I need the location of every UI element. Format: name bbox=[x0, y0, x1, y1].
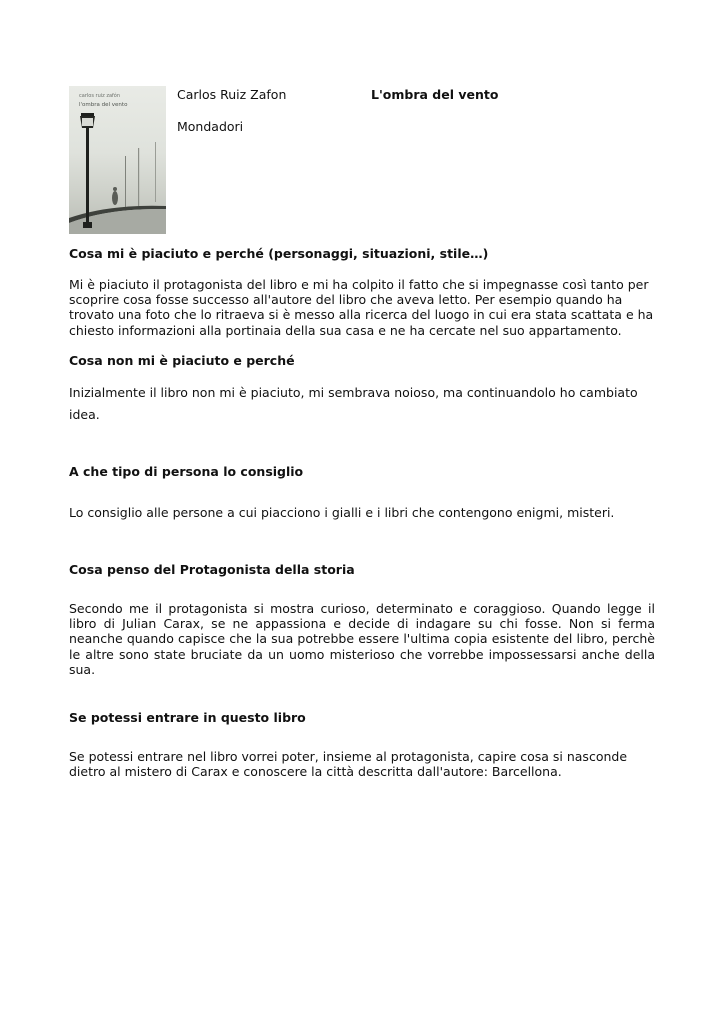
text-line: Lo consiglio alle persone a cui piacciono i gialli e i libri che contengono enigmi, misteri. bbox=[69, 505, 615, 520]
book-title: L'ombra del vento bbox=[371, 87, 499, 102]
cover-street bbox=[69, 209, 166, 234]
cover-figure-head bbox=[113, 187, 117, 191]
section-heading-disliked: Cosa non mi è piaciuto e perché bbox=[69, 353, 295, 368]
cover-title-text: l'ombra del vento bbox=[79, 102, 128, 108]
text-line: Se potessi entrare nel libro vorrei poter, insieme al protagonista, capire cosa si nasconde bbox=[69, 749, 628, 764]
text-line: Inizialmente il libro non mi è piaciuto, mi sembrava noioso, ma continuandolo ho cambiato bbox=[69, 385, 638, 400]
section-text-protagonist: Secondo me il protagonista si mostra curioso, determinato e coraggioso. Quando legge il libro di Julian Carax, se ne appassiona e decide di indagare su chi fosse. Non si ferma neanche quando capisce che la sua potrebbe essere l'ultima copia esistente del libro, perchè le altre sono state bruciate da un uomo misterioso che vorrebbe impossessarsi anche della sua. bbox=[69, 601, 655, 677]
section-heading-liked: Cosa mi è piaciuto e perché (personaggi, situazioni, stile…) bbox=[69, 246, 489, 261]
text-line: trovato una foto che lo ritraeva si è messo alla ricerca del luogo in cui era stata scattata e ha bbox=[69, 307, 654, 323]
section-heading-recommend: A che tipo di persona lo consiglio bbox=[69, 464, 304, 479]
cover-lamp-post bbox=[86, 128, 89, 228]
text-line: scoprire cosa fosse successo all'autore del libro che aveva letto. Per esempio quando ha bbox=[69, 292, 623, 308]
text-line: Mi è piaciuto il protagonista del libro e mi ha colpito il fatto che si impegnasse così tanto per bbox=[69, 277, 649, 292]
text-line: idea. bbox=[69, 407, 100, 422]
author-name: Carlos Ruiz Zafon bbox=[177, 87, 287, 102]
section-text-enter-book bbox=[69, 749, 669, 779]
section-heading-protagonist: Cosa penso del Protagonista della storia bbox=[69, 562, 355, 577]
cover-figure bbox=[112, 191, 118, 205]
section-text-recommend bbox=[69, 505, 669, 520]
section-text-disliked bbox=[69, 382, 669, 426]
cover-author-text: carlos ruiz zafón bbox=[79, 93, 121, 99]
book-cover-image bbox=[69, 86, 166, 234]
cover-pole bbox=[125, 156, 126, 208]
cover-pole bbox=[155, 142, 156, 202]
text-line: dietro al mistero di Carax e conoscere la città descritta dall'autore: Barcellona. bbox=[69, 764, 562, 780]
cover-pole bbox=[138, 148, 139, 206]
publisher-name: Mondadori bbox=[177, 119, 244, 134]
section-heading-enter-book: Se potessi entrare in questo libro bbox=[69, 710, 306, 725]
text-line: chiesto informazioni alla portinaia della sua casa e ne ha cercate nel suo appartamento. bbox=[69, 322, 622, 338]
section-text-liked bbox=[69, 277, 669, 338]
